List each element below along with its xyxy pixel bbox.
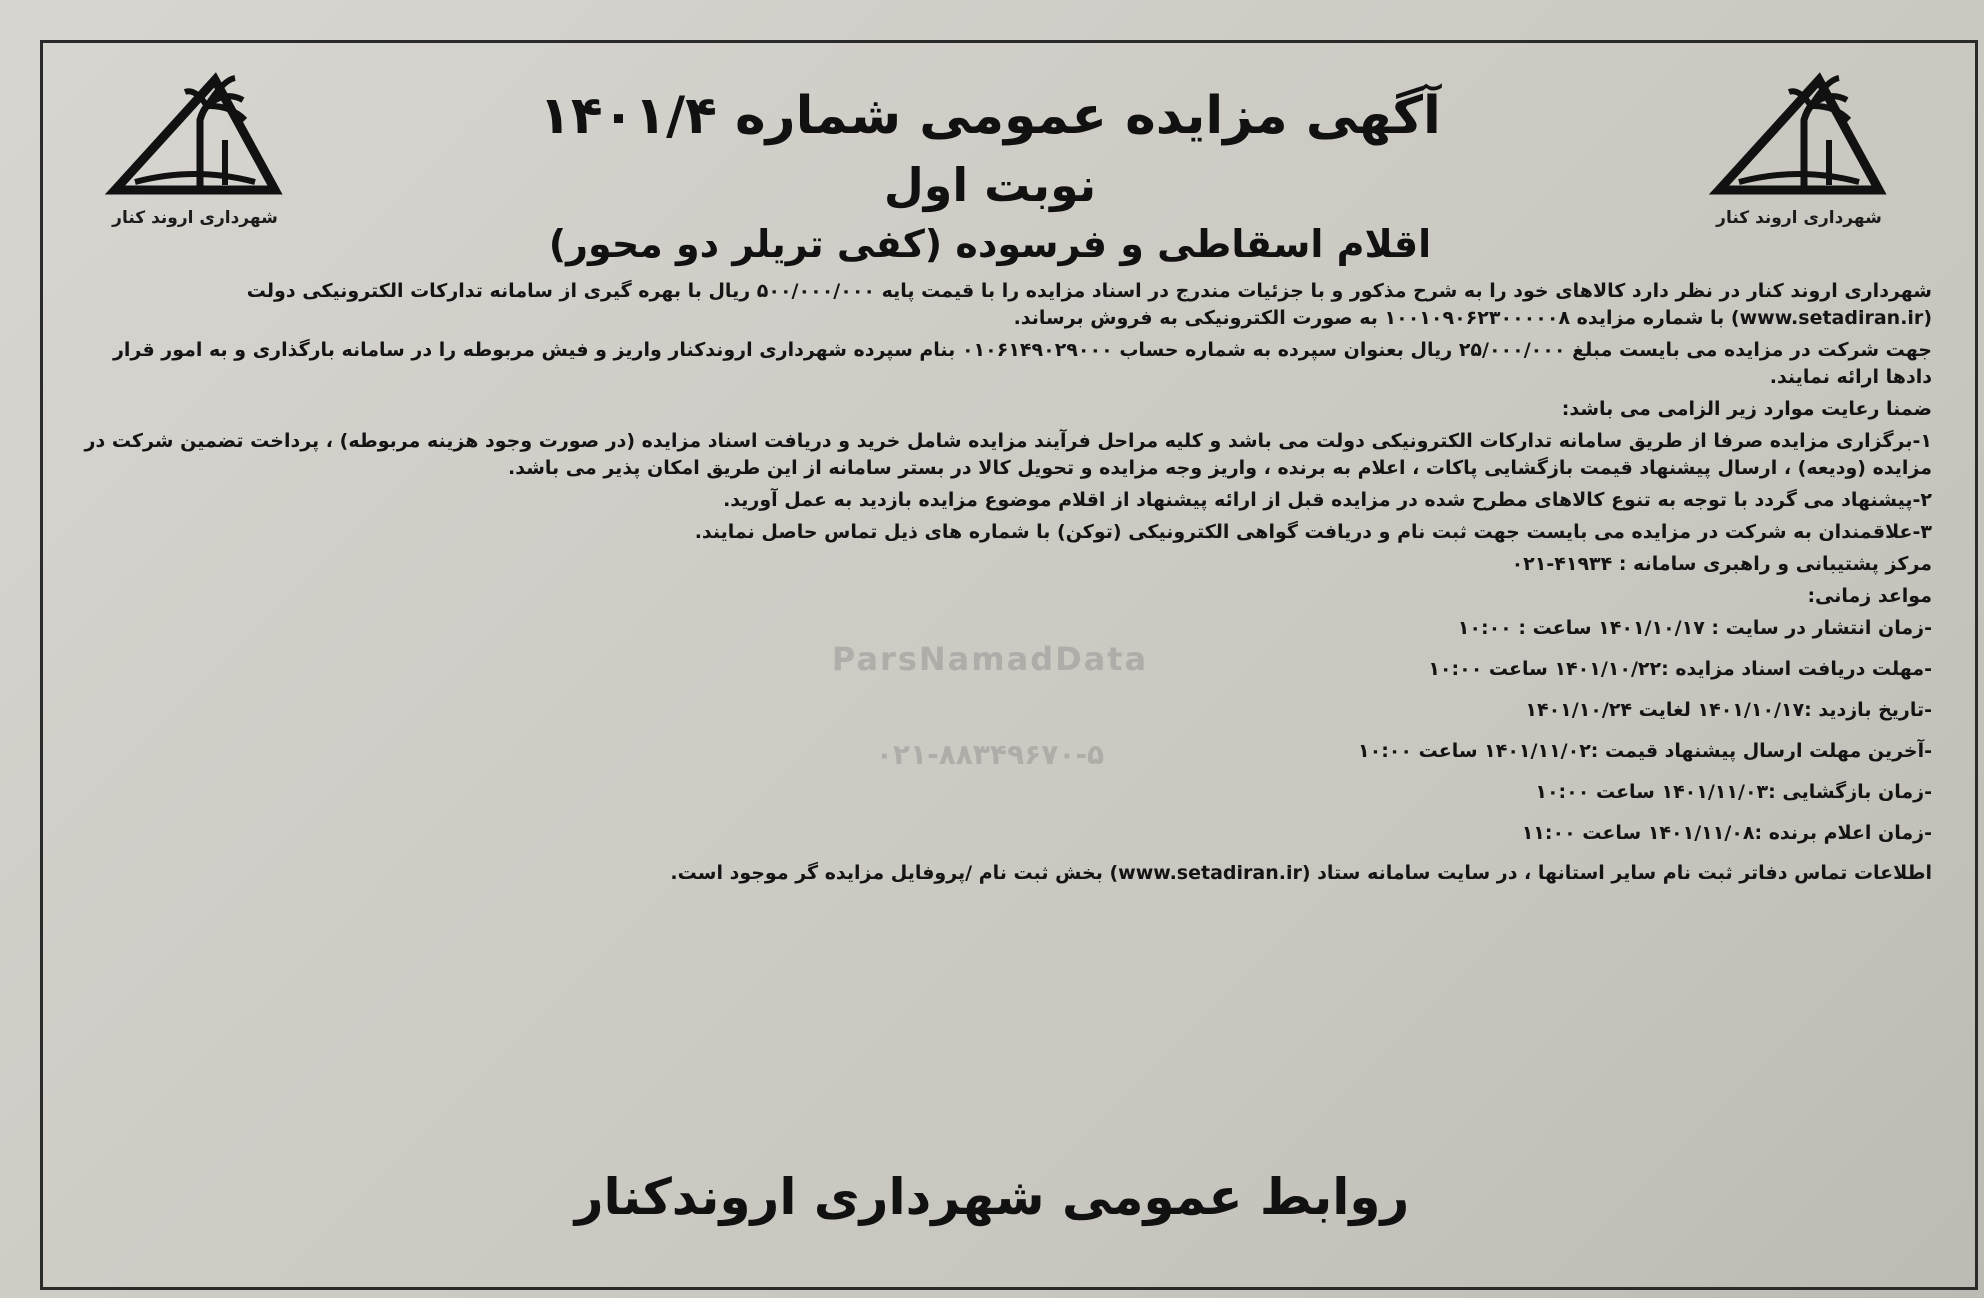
- notice-subject: اقلام اسقاطی و فرسوده (کفی تریلر دو محور): [548, 222, 1432, 266]
- intro-paragraph: شهرداری اروند کنار در نظر دارد کالاهای خود را به شرح مذکور و با جزئیات مندرج در اسناد مزایده را با قیمت پایه ۵۰۰/۰۰۰/۰۰۰ ریال با بهره گیری از سامانه تدارکات الکترونیکی دولت (www.setadiran.ir) با شماره مزایده ۱۰۰۱۰۹۰۶۲۳۰۰۰۰۰۸ به صورت الکترونیکی به فروش برساند.: [246, 280, 1932, 329]
- contact-paragraph: اطلاعات تماس دفاتر ثبت نام سایر استانها ، در سایت سامانه ستاد (www.setadiran.ir) بخش ثبت نام /پروفایل مزایده گر موجود است.: [670, 862, 1932, 885]
- logo-emblem-icon: [105, 70, 285, 200]
- logo-emblem-icon: [1709, 70, 1889, 200]
- footer-signature: روابط عمومی شهرداری اروندکنار: [574, 1168, 1410, 1226]
- schedule-item: -آخرین مهلت ارسال پیشنهاد قیمت :۱۴۰۱/۱۱/۰۲ ساعت ۱۰:۰۰: [1358, 739, 1932, 762]
- deposit-paragraph: جهت شرکت در مزایده می بایست مبلغ ۲۵/۰۰۰/۰۰۰ ریال بعنوان سپرده به شماره حساب ۰۱۰۶۱۴۹۰۲۹۰۰۰ بنام سپرده شهرداری اروندکنار واریز و فیش مربوطه را در سامانه بارگذاری و به امور قرار دادها ارائه نمایند.: [112, 338, 1932, 388]
- schedule-item: -زمان اعلام برنده :۱۴۰۱/۱۱/۰۸ ساعت ۱۱:۰۰: [1521, 821, 1932, 844]
- schedule-item: -تاریخ بازدید :۱۴۰۱/۱۰/۱۷ لغایت ۱۴۰۱/۱۰/۲۴: [1525, 698, 1932, 721]
- notice-round: نوبت اول: [883, 158, 1097, 212]
- notice-title: آگهی مزایده عمومی شماره ۱۴۰۱/۴: [539, 86, 1441, 146]
- requirement-item-1: ۱-برگزاری مزایده صرفا از طریق سامانه تدارکات الکترونیکی دولت می باشد و کلیه مراحل فرآیند مزایده شامل خرید و دریافت اسناد مزایده (در صورت وجود هزینه مربوطه) ، پرداخت تضمین شرکت در مزایده (ودیعه) ، ارسال پیشنهاد قیمت بازگشایی پاکات ، اعلام به برنده ، واریز وجه مزایده و تحویل کالا در بستر سامانه از این طریق امکان پذیر می باشد.: [84, 429, 1932, 479]
- logo-caption: شهرداری اروند کنار: [1716, 208, 1882, 228]
- schedule-item: -مهلت دریافت اسناد مزایده :۱۴۰۱/۱۰/۲۲ ساعت ۱۰:۰۰: [1428, 657, 1932, 680]
- watermark-name: ParsNamadData: [831, 640, 1149, 678]
- schedule-item: -زمان بازگشایی :۱۴۰۱/۱۱/۰۳ ساعت ۱۰:۰۰: [1535, 780, 1932, 803]
- municipality-logo-right: [1684, 70, 1914, 260]
- watermark-phone: ۰۲۱-۸۸۳۴۹۶۷۰-۵: [875, 738, 1105, 771]
- municipality-logo-left: [80, 70, 310, 260]
- notice-body: [62, 278, 1932, 892]
- schedule-list: [62, 615, 1932, 847]
- support-line: مرکز پشتیبانی و راهبری سامانه : ۴۱۹۳۴-۰۲۱: [1511, 552, 1932, 575]
- requirement-item-3: ۳-علاقمندان به شرکت در مزایده می بایست جهت ثبت نام و دریافت گواهی الکترونیکی (توکن) با شماره های ذیل تماس حاصل نمایند.: [694, 520, 1932, 543]
- requirements-intro: ضمنا رعایت موارد زیر الزامی می باشد:: [1561, 397, 1932, 420]
- schedule-item: -زمان انتشار در سایت : ۱۴۰۱/۱۰/۱۷ ساعت : ۱۰:۰۰: [1457, 616, 1932, 639]
- logo-caption: شهرداری اروند کنار: [112, 208, 278, 228]
- schedule-title: مواعد زمانی:: [1807, 584, 1932, 607]
- requirement-item-2: ۲-پیشنهاد می گردد با توجه به تنوع کالاهای مطرح شده در مزایده قبل از ارائه پیشنهاد از اقلام موضوع مزایده بازدید به عمل آورید.: [723, 488, 1932, 511]
